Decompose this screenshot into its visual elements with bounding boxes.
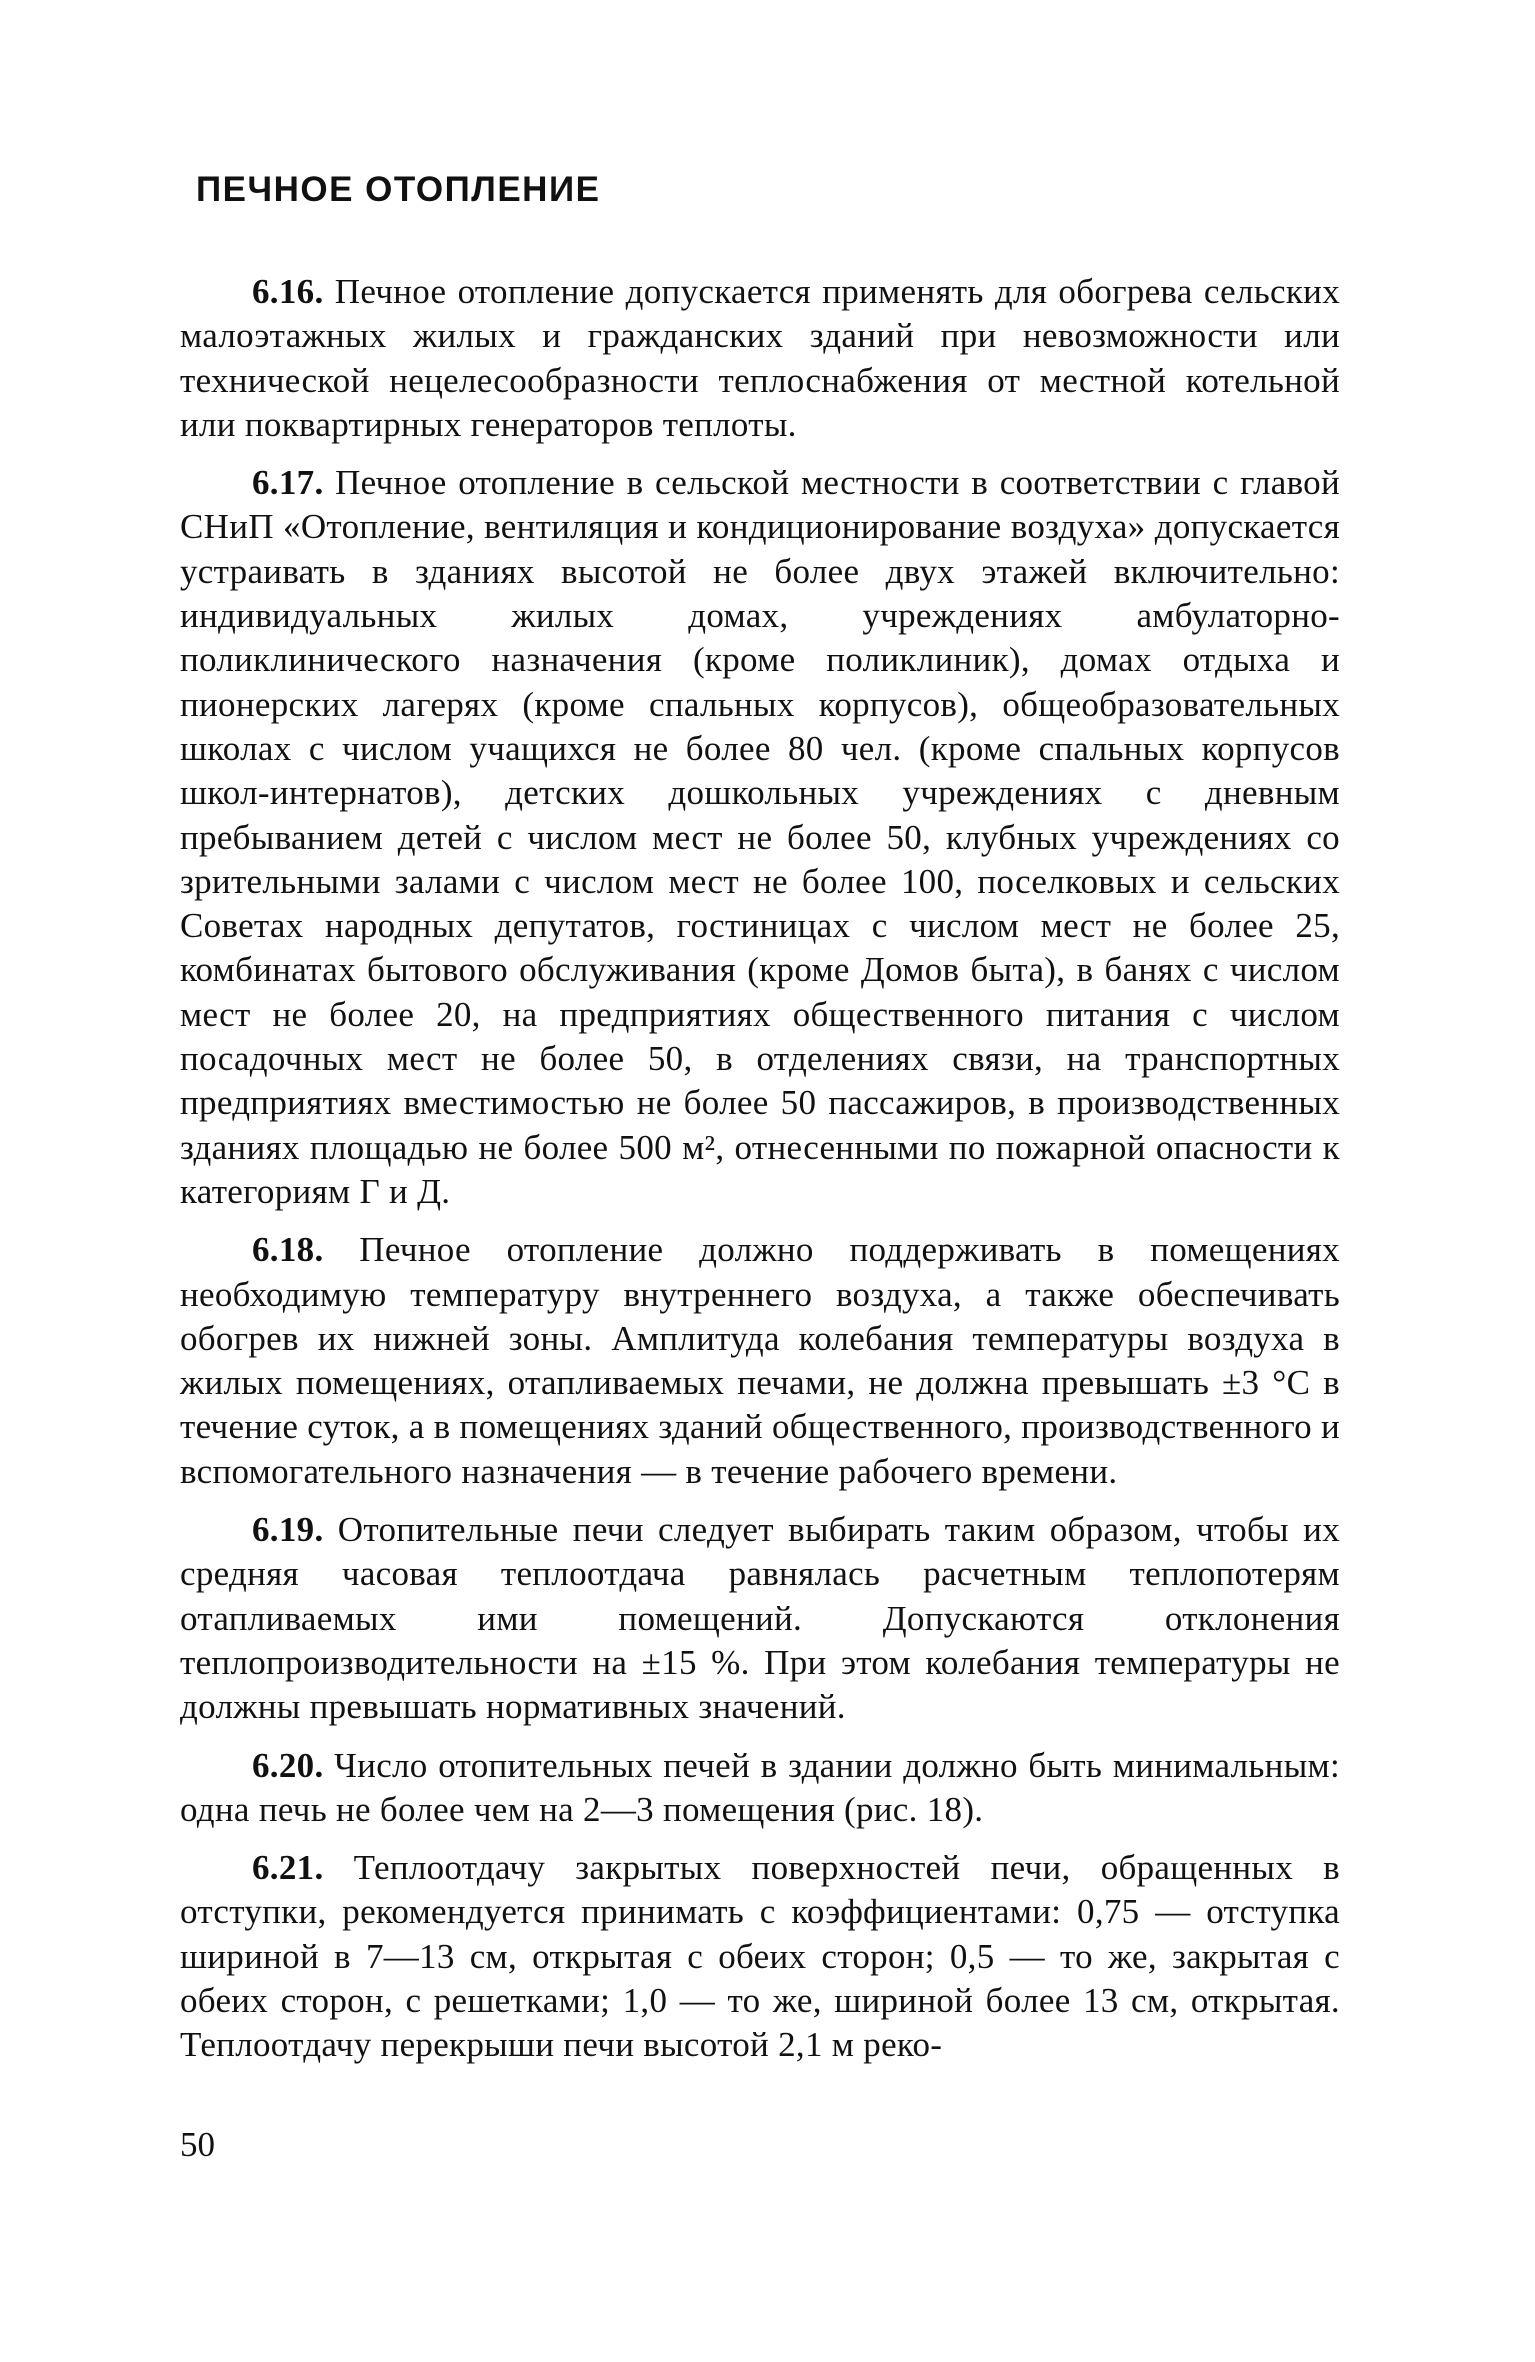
paragraph-6-21 [180,1846,1340,2067]
paragraph-number: 6.16. [252,272,324,311]
section-heading: ПЕЧНОЕ ОТОПЛЕНИЕ [196,170,601,209]
paragraph-6-19 [180,1508,1340,1729]
paragraph-number: 6.20. [252,1745,324,1785]
paragraph-number: 6.18. [252,1230,324,1270]
paragraph-text: Отопительные печи следует выбирать таким образом, чтобы их средняя часовая теплоотдача равнялась расчетным теплопотерям отапливаемых ими помещений. Допускаются отклонения теплопроизводительности на ±15 %. При этом колебания температуры не должны превышать нормативных значений. [180,1510,1340,1727]
page-number: 50 [180,2125,215,2164]
paragraph-text: Теплоотдачу закрытых поверхностей печи, обращенных в отступки, рекомендуется принимать с коэффициентами: 0,75 — отступка шириной в 7—13 см, открытая с обеих сторон; 0,5 — то же, закрытая с обеих сторон, с решетками; 1,0 — то же, шириной более 13 см, открытая. Теплоотдачу перекрыши печи высотой 2,1 м реко- [180,1848,1340,2065]
paragraph-text: Печное отопление допускается применять для обогрева сельских малоэтажных жилых и гражданских зданий при невозможности или технической нецелесообразности теплоснабжения от местной котельной или поквартирных генераторов теплоты. [180,272,1340,444]
paragraph-number: 6.17. [252,463,324,503]
paragraph-6-20 [180,1744,1340,1833]
paragraph-text: Печное отопление должно поддерживать в помещениях необходимую температуру внутреннего воздуха, а также обеспечивать обогрев их нижней зоны. Амплитуда колебания температуры воздуха в жилых помещениях, отапливаемых печами, не должна превышать ±3 °С в течение суток, а в помещениях зданий общественного, производственного и вспомогательного назначения — в течение рабочего времени. [180,1230,1340,1491]
paragraph-6-16 [180,270,1340,447]
paragraph-number: 6.19. [252,1510,324,1550]
paragraph-text: Число отопительных печей в здании должно быть минимальным: одна печь не более чем на 2—3 помещения (рис. 18). [180,1745,1340,1829]
paragraph-6-17 [180,461,1340,1214]
paragraph-6-18 [180,1228,1340,1494]
body-text [180,270,1340,2082]
paragraph-number: 6.21. [252,1848,324,1888]
paragraph-text: Печное отопление в сельской местности в соответствии с главой СНиП «Отопление, вентиляция и кондиционирование воздуха» допускается устраивать в зданиях высотой не более двух этажей включительно: индивидуальных жилых домах, учреждениях амбулаторно-поликлинического назначения (кроме поликлиник), домах отдыха и пионерских лагерях (кроме спальных корпусов), общеобразовательных школах с числом учащихся не более 80 чел. (кроме спальных корпусов школ-интернатов), детских дошкольных учреждениях с дневным пребыванием детей с числом мест не более 50, клубных учреждениях со зрительными залами с числом мест не более 100, поселковых и сельских Советах народных депутатов, гостиницах с числом мест не более 25, комбинатах бытового обслуживания (кроме Домов быта), в банях с числом мест не более 20, на предприятиях общественного питания с числом посадочных мест не более 50, в отделениях связи, на транспортных предприятиях вместимостью не более 50 пассажиров, в производственных зданиях площадью не более 500 м², отнесенными по пожарной опасности к категориям Г и Д. [180,463,1340,1211]
